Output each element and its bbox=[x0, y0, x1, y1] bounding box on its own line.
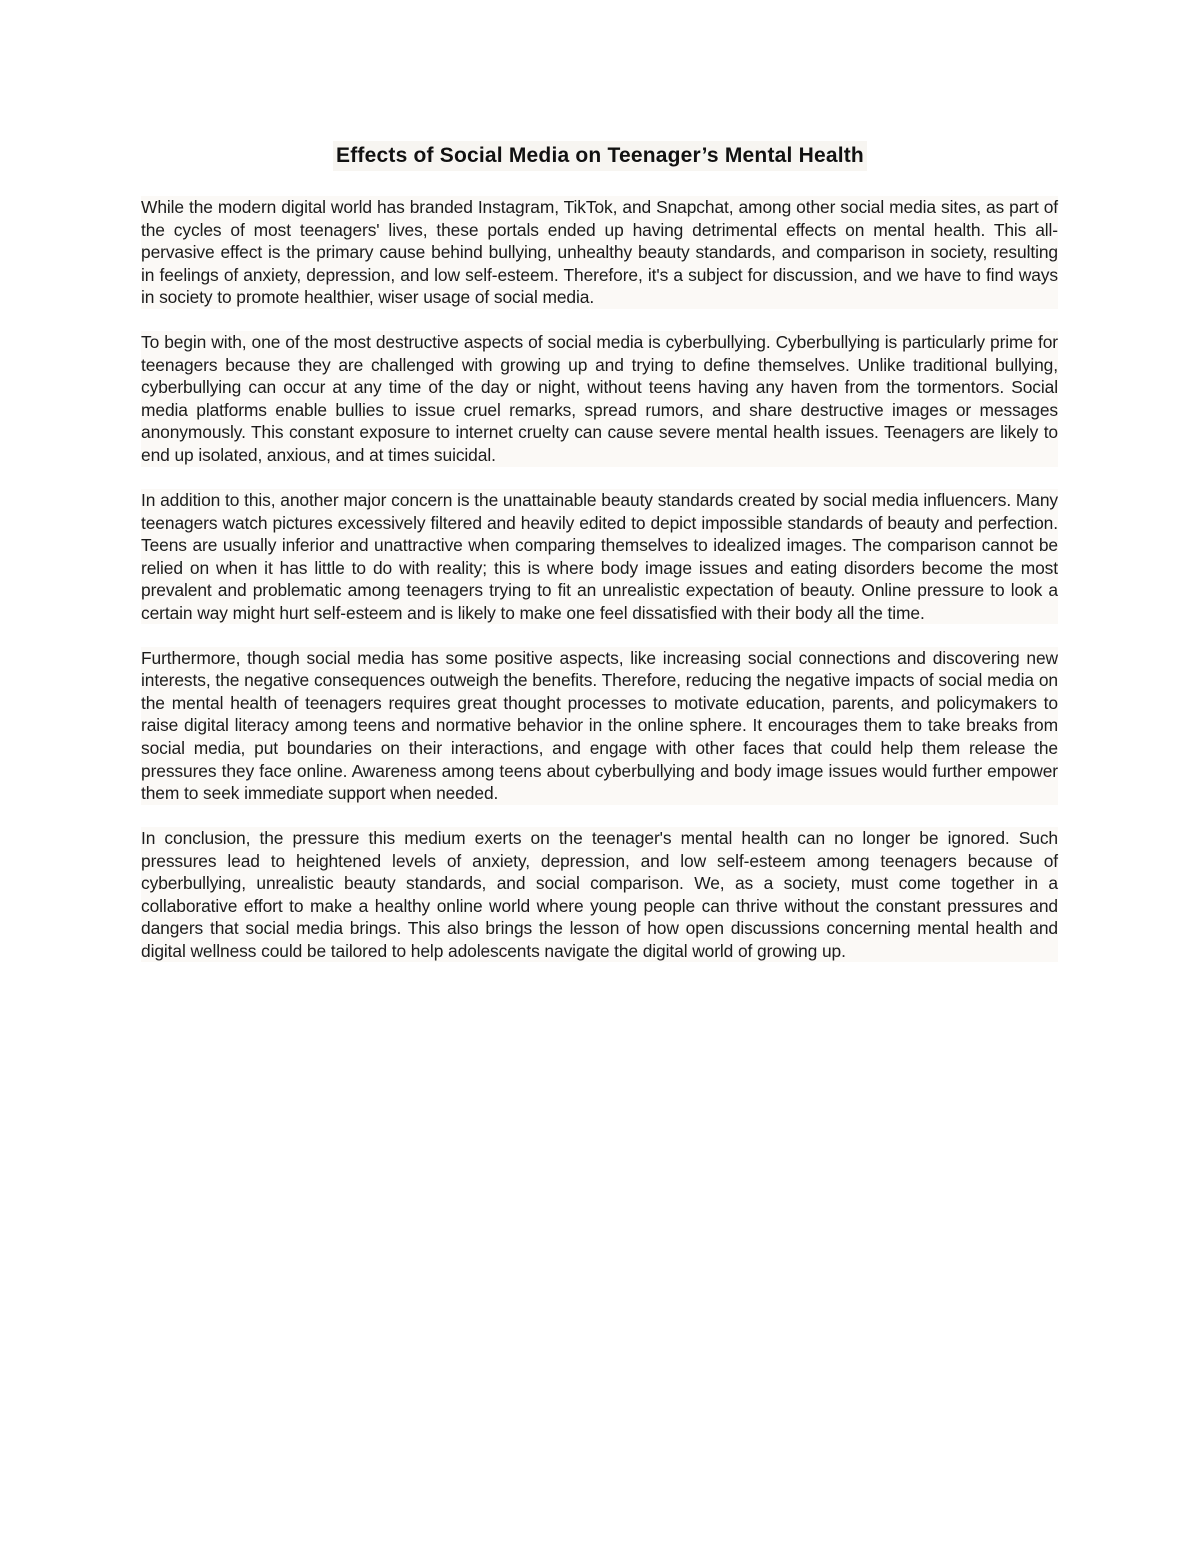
paragraph-solutions: Furthermore, though social media has some positive aspects, like increasing social connections and discovering new interests, the negative consequences outweigh the benefits. Therefore, reducing the negative impacts of social media on the mental health of teenagers requires great thought processes to motivate education, parents, and policymakers to raise digital literacy among teens and normative behavior in the online sphere. It encourages them to take breaks from social media, put boundaries on their interactions, and engage with other faces that could help them release the pressures they face online. Awareness among teens about cyberbullying and body image issues would further empower them to seek immediate support when needed. bbox=[141, 647, 1058, 804]
paragraph-conclusion: In conclusion, the pressure this medium exerts on the teenager's mental health can no longer be ignored. Such pressures lead to heightened levels of anxiety, depression, and low self-esteem among teenagers because of cyberbullying, unrealistic beauty standards, and social comparison. We, as a society, must come together in a collaborative effort to make a healthy online world where young people can thrive without the constant pressures and dangers that social media brings. This also brings the lesson of how open discussions concerning mental health and digital wellness could be tailored to help adolescents navigate the digital world of growing up. bbox=[141, 828, 1058, 961]
title-container bbox=[0, 141, 1200, 171]
paragraph-introduction: While the modern digital world has branded Instagram, TikTok, and Snapchat, among other social media sites, as part of the cycles of most teenagers' lives, these portals ended up having detrimental effects on mental health. This all-pervasive effect is the primary cause behind bullying, unhealthy beauty standards, and comparison in society, resulting in feelings of anxiety, depression, and low self-esteem. Therefore, it's a subject for discussion, and we have to find ways in society to promote healthier, wiser usage of social media. bbox=[141, 197, 1058, 308]
document-title: Effects of Social Media on Teenager’s Mental Health bbox=[333, 141, 867, 171]
paragraph-beauty-standards: In addition to this, another major concern is the unattainable beauty standards created by social media influencers. Many teenagers watch pictures excessively filtered and heavily edited to depict impossible standards of beauty and perfection. Teens are usually inferior and unattractive when comparing themselves to idealized images. The comparison cannot be relied on when it has little to do with reality; this is where body image issues and eating disorders become the most prevalent and problematic among teenagers trying to fit an unrealistic expectation of beauty. Online pressure to look a certain way might hurt self-esteem and is likely to make one feel dissatisfied with their body all the time. bbox=[141, 490, 1058, 623]
paragraph-cyberbullying: To begin with, one of the most destructive aspects of social media is cyberbullying. Cyberbullying is particularly prime for teenagers because they are challenged with growing up and trying to define themselves. Unlike traditional bullying, cyberbullying can occur at any time of the day or night, without teens having any haven from the tormentors. Social media platforms enable bullies to issue cruel remarks, spread rumors, and share destructive images or messages anonymously. This constant exposure to internet cruelty can cause severe mental health issues. Teenagers are likely to end up isolated, anxious, and at times suicidal. bbox=[141, 332, 1058, 465]
document-body bbox=[141, 196, 1058, 985]
